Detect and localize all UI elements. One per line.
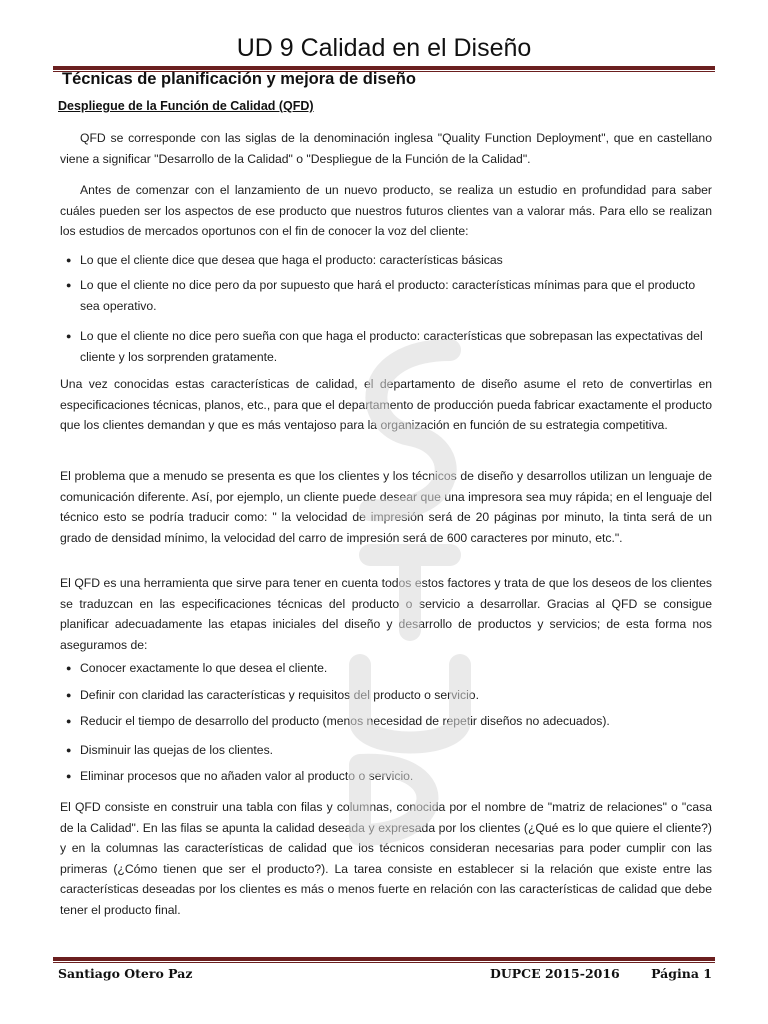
footer-rule-thick [53,957,715,961]
paragraph-communication-problem: El problema que a menudo se presenta es que los clientes y los técnicos de diseño y desarrollos utilizan un lenguaje de comunicación diferente. Así, por ejemplo, un cliente puede desear que una impresora sea muy rápida; en el lenguaje del técnico esto se podría traducir como: " la velocidad de impresión será de 20 páginas por minuto, la tinta será de un grado de densidad mínimo, la velocidad del carro de impresión será de 600 caracteres por minuto, etc.". [60,469,712,545]
bullet-icon: ● [66,255,72,265]
footer-course: DUPCE 2015-2016 [490,966,620,981]
list-item-customer-voice: ● Lo que el cliente no dice pero da por supuesto que hará el producto: características mínimas para que el producto sea operativo. [60,275,712,316]
header-title: UD 9 Calidad en el Diseño [236,34,532,62]
paragraph-relations-matrix: El QFD consiste en construir una tabla con filas y columnas, conocida por el nombre de "matriz de relaciones" o "casa de la Calidad". En las filas se apunta la calidad deseada y expresada por los clientes (¿Qué es lo que quiere el cliente?) y en la columnas las características de calidad que los técnicos consideran necesarias para poder cumplir con las primeras (¿Cómo tienen que ser el producto?). La tarea consiste en establecer si la relación que existe entre las características deseadas por los clientes es más o menos fuerte en relación con las características de calidad que debe tener el producto final. [60,800,712,917]
bullet-icon: ● [66,716,72,726]
paragraph-quality-characteristics: Una vez conocidas estas características de calidad, el departamento de diseño asume el reto de convertirlas en especificaciones técnicas, planos, etc., para que el departamento de producción pueda fabricar exactamente el producto que los clientes demandan y que es más ventajoso para la organización en función de su estrategia competitiva. [60,377,712,432]
bullet-icon: ● [66,663,72,673]
list-item-qfd-benefit: ● Reducir el tiempo de desarrollo del producto (menos necesidad de repetir diseños no adecuados). [60,711,712,732]
page-footer [58,966,712,984]
bullet-icon: ● [66,331,72,341]
list-item-qfd-benefit: ● Disminuir las quejas de los clientes. [60,740,712,761]
footer-page-number: Página 1 [651,966,712,981]
bullet-icon: ● [66,771,72,781]
bullet-icon: ● [66,280,72,290]
paragraph-qfd-definition: QFD se corresponde con las siglas de la denominación inglesa "Quality Function Deployment", que en castellano viene a significar "Desarrollo de la Calidad" o "Despliegue de la Función de la Calidad". [60,131,712,166]
paragraph-product-study: Antes de comenzar con el lanzamiento de un nuevo producto, se realiza un estudio en profundidad para saber cuáles pueden ser los aspectos de ese producto que nuestros futuros clientes van a valorar más. Para ello se realizan los estudios de mercados oportunos con el fin de conocer la voz del cliente: [60,183,712,238]
list-item-qfd-benefit: ● Eliminar procesos que no añaden valor al producto o servicio. [60,766,712,787]
footer-author: Santiago Otero Paz [58,966,193,981]
bullet-icon: ● [66,690,72,700]
footer-rule-thin [53,962,715,963]
list-item-customer-voice: ● Lo que el cliente no dice pero sueña con que haga el producto: características que sobrepasan las expectativas del cliente y los sorprenden gratamente. [60,326,712,367]
list-item-qfd-benefit: ● Definir con claridad las características y requisitos del producto o servicio. [60,685,712,706]
section-heading: Técnicas de planificación y mejora de diseño [62,70,416,88]
bullet-icon: ● [66,745,72,755]
section-subheading: Despliegue de la Función de Calidad (QFD) [58,99,314,113]
paragraph-qfd-tool: El QFD es una herramienta que sirve para tener en cuenta todos estos factores y trata de que los deseos de los clientes se traduzcan en las especificaciones técnicas del producto o servicio a desarrollar. Gracias al QFD se consigue planificar adecuadamente las etapas iniciales del diseño y desarrollo de productos y servicios; de esta forma nos aseguramos de: [60,576,712,652]
list-item-customer-voice: ● Lo que el cliente dice que desea que haga el producto: características básicas [60,250,712,271]
list-item-qfd-benefit: ● Conocer exactamente lo que desea el cliente. [60,658,712,679]
